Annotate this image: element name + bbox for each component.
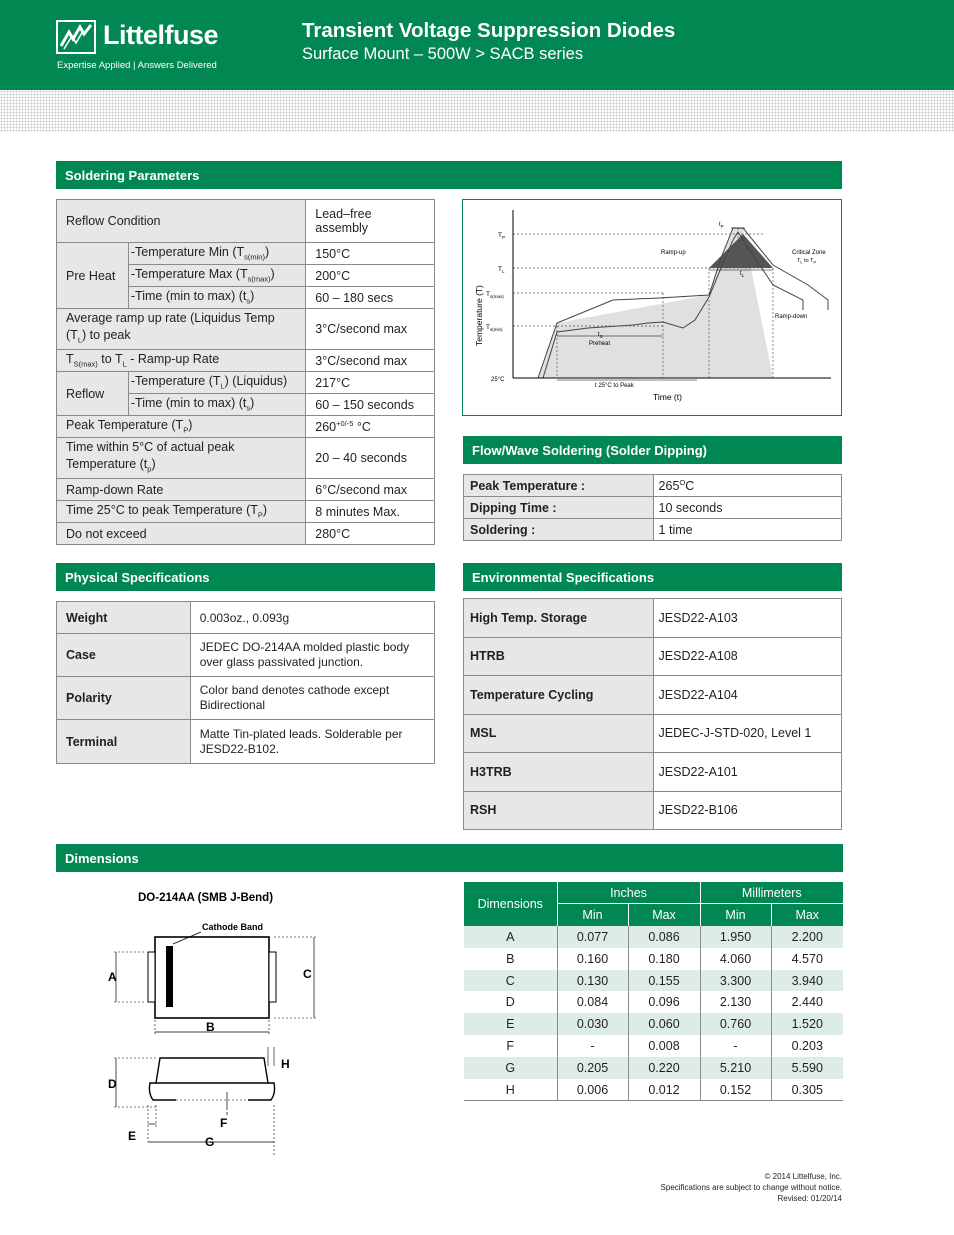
dimensions-table [464, 882, 843, 1101]
section-soldering-parameters: Soldering Parameters [56, 161, 842, 189]
in-max-cell: 0.008 [628, 1035, 700, 1057]
logo-wordmark: Littelfuse [103, 20, 219, 50]
peak-temp-value: $260^{+0/-5}$ °C [306, 416, 435, 438]
flow-soldering-label: Soldering : [464, 519, 654, 541]
page-footer [661, 1171, 842, 1204]
dim-label-e: E [128, 1129, 137, 1143]
copyright: © 2014 Littelfuse, Inc. [764, 1172, 842, 1181]
table-row [464, 926, 843, 948]
section-physical-specs: Physical Specifications [56, 563, 435, 591]
reflow-condition-value: Lead–free assembly [306, 200, 435, 243]
preheat-temp-min-label: -Temperature Min $(T_{s(min)})$ [128, 243, 305, 265]
weight-label: Weight [57, 602, 191, 634]
x-axis-label: Time (t) [653, 392, 682, 402]
in-min-cell: 0.077 [557, 926, 628, 948]
cathode-band-label: Cathode Band [202, 922, 264, 932]
t25-label: 25°C [491, 377, 505, 383]
dim-cell: G [464, 1057, 557, 1079]
in-min-cell: 0.205 [557, 1057, 628, 1079]
preheat-temp-min-value: 150°C [306, 243, 435, 265]
table-row [464, 991, 843, 1013]
section-flow-wave: Flow/Wave Soldering (Solder Dipping) [463, 436, 842, 464]
flow-table [463, 474, 842, 541]
mm-min-cell: 1.950 [700, 926, 771, 948]
tsmin-label: $T_{s(min)}$ [486, 324, 503, 332]
polarity-label: Polarity [57, 677, 191, 720]
env-row-label: MSL [464, 714, 654, 753]
reflow-time-label: -Time (min to max) $(t_s)$ [128, 394, 305, 416]
table-row [464, 948, 843, 970]
page-title: Transient Voltage Suppression Diodes [302, 19, 676, 42]
tagline: Expertise Applied | Answers Delivered [57, 60, 217, 71]
mm-min-header: Min [700, 904, 771, 926]
littelfuse-logo-icon [56, 20, 96, 54]
env-row-value: JESD22-B106 [653, 791, 841, 830]
inches-max-header: Max [628, 904, 700, 926]
y-axis-label: Temperature (T) [474, 285, 484, 346]
time25-label: Time 25°C to peak Temperature $(T_P)$ [57, 501, 306, 523]
preheat-temp-max-label: -Temperature Max $(T_{s(max)})$ [128, 265, 305, 287]
env-row-label: HTRB [464, 637, 654, 676]
env-row-value: JESD22-A103 [653, 599, 841, 638]
side-lead-left [149, 1083, 176, 1100]
mm-min-cell: 3.300 [700, 970, 771, 992]
dim-cell: A [464, 926, 557, 948]
env-row-label: Temperature Cycling [464, 676, 654, 715]
in-max-cell: 0.086 [628, 926, 700, 948]
mm-max-cell: 2.440 [791, 995, 823, 1010]
reflow-temp-value: 217°C [306, 372, 435, 394]
mm-max-cell: 5.590 [771, 1057, 843, 1079]
to-peak-label: t 25°C to Peak [595, 383, 634, 389]
in-max-cell: 0.012 [628, 1079, 700, 1101]
terminal-value: Matte Tin-plated leads. Solderable per JESD22-B102. [190, 720, 434, 764]
env-row-value: JEDEC-J-STD-020, Level 1 [653, 714, 841, 753]
disclaimer: Specifications are subject to change without notice. [660, 1183, 842, 1192]
in-min-cell: 0.160 [557, 948, 628, 970]
dim-cell: C [464, 970, 557, 992]
dim-cell: B [464, 948, 557, 970]
reflow-time-value: 60 – 150 seconds [306, 394, 435, 416]
table-row [464, 1079, 843, 1101]
in-max-cell: 0.155 [628, 970, 700, 992]
ts-ramp-label: $T_{S(max)}$ to $T_L$ - Ramp-up Rate [57, 350, 306, 372]
ts-time-label: $t_S$ [598, 332, 603, 339]
in-min-cell: 0.084 [557, 991, 628, 1013]
env-row-value: JESD22-A101 [653, 753, 841, 792]
mm-min-cell: 5.210 [700, 1057, 771, 1079]
dim-cell: F [464, 1035, 557, 1057]
table-row [464, 1013, 843, 1035]
inches-min-header: Min [557, 904, 628, 926]
package-title: DO-214AA (SMB J-Bend) [138, 892, 274, 904]
rampup-label: Ramp-up [661, 250, 686, 256]
dim-label-c: C [303, 967, 312, 981]
flow-dipping-value: 10 seconds [653, 497, 841, 519]
tp-label: $T_P$ [498, 232, 505, 240]
preheat-time-value: 60 – 180 secs [306, 287, 435, 309]
package-drawing [56, 880, 456, 1170]
mm-min-cell: 0.152 [700, 1079, 771, 1101]
flow-peak-label: Peak Temperature : [464, 475, 654, 497]
env-row-label: RSH [464, 791, 654, 830]
tsmax-label: $T_{s(max)}$ [486, 291, 504, 299]
in-max-cell: 0.096 [628, 991, 700, 1013]
section-environmental-specs: Environmental Specifications [463, 563, 842, 591]
preheat-time-label: -Time (min to max) $(t_s)$ [128, 287, 305, 309]
mm-max-cell: 2.200 [771, 926, 843, 948]
env-row-label: High Temp. Storage [464, 599, 654, 638]
section-dimensions: Dimensions [56, 844, 843, 872]
dim-cell: H [464, 1079, 557, 1101]
revision-date: Revised: 01/20/14 [777, 1194, 842, 1203]
soldering-table [56, 199, 435, 545]
in-min-cell: 0.130 [557, 970, 628, 992]
case-value: JEDEC DO-214AA molded plastic body over glass passivated junction. [190, 634, 434, 677]
environmental-table [463, 598, 842, 830]
dim-header: Dimensions [464, 882, 557, 926]
preheat-chart-label: Preheat [589, 341, 611, 347]
rampdown-label: Ramp-down Rate [57, 479, 306, 501]
env-row-value: JESD22-A104 [653, 676, 841, 715]
cathode-band [166, 946, 173, 1007]
mm-min-cell: 0.760 [700, 1013, 771, 1035]
reflow-condition-label: Reflow Condition [57, 200, 306, 243]
rampdown-value: 6°C/second max [306, 479, 435, 501]
table-row [464, 1035, 843, 1057]
preheat-label: Pre Heat [57, 243, 129, 309]
mm-max-cell: 0.305 [791, 1082, 823, 1097]
in-min-cell: - [557, 1035, 628, 1057]
mm-max-header: Max [771, 904, 843, 926]
critical-zone-fill [709, 234, 773, 268]
preheat-temp-max-value: 200°C [306, 265, 435, 287]
time-within-value: 20 – 40 seconds [306, 438, 435, 479]
rampdown-chart-label: Ramp-down [775, 314, 808, 320]
dim-label-f: F [220, 1116, 228, 1130]
package-side-body [156, 1058, 268, 1083]
dim-cell: E [464, 1013, 557, 1035]
in-max-cell: 0.180 [628, 948, 700, 970]
millimeters-header: Millimeters [700, 882, 843, 904]
env-row-value: JESD22-A108 [653, 637, 841, 676]
tl-time-label: $t_L$ [740, 271, 745, 278]
inches-header: Inches [557, 882, 700, 904]
physical-table [56, 601, 435, 764]
flow-dipping-label: Dipping Time : [464, 497, 654, 519]
critical-zone-label-b: $T_L$ to $T_P$ [797, 258, 817, 265]
dim-cell: D [464, 991, 557, 1013]
not-exceed-value: 280°C [306, 523, 435, 545]
avg-ramp-value: 3°C/second max [306, 309, 435, 350]
lead-right [269, 952, 276, 1002]
case-label: Case [57, 634, 191, 677]
side-lead-right [248, 1083, 275, 1100]
flow-peak-value: $265^OC$ [653, 475, 841, 497]
in-max-cell: 0.220 [628, 1057, 700, 1079]
tl-label: $T_L$ [498, 266, 505, 274]
mm-min-cell: 2.130 [700, 991, 771, 1013]
mm-max-cell: 3.940 [771, 970, 843, 992]
not-exceed-label: Do not exceed [57, 523, 306, 545]
dim-label-b: B [206, 1020, 215, 1034]
ts-ramp-value: 3°C/second max [306, 350, 435, 372]
mm-max-cell: 4.570 [791, 951, 823, 966]
flow-soldering-value: 1 time [653, 519, 841, 541]
dim-label-h: H [281, 1057, 290, 1071]
terminal-label: Terminal [57, 720, 191, 764]
weight-value: 0.003oz., 0.093g [190, 602, 434, 634]
table-row [464, 1057, 843, 1079]
time-within-label: Time within 5°C of actual peak Temperature $(t_p)$ [57, 438, 306, 479]
table-row [464, 970, 843, 992]
dotted-banner [0, 90, 954, 132]
critical-zone-label-a: Critical Zone [792, 250, 826, 256]
page-subtitle: Surface Mount – 500W > SACB series [302, 45, 584, 63]
mm-min-cell: 4.060 [700, 948, 771, 970]
in-max-cell: 0.060 [628, 1013, 700, 1035]
dim-label-a: A [108, 970, 117, 984]
lead-left [148, 952, 155, 1002]
dim-label-g: G [205, 1135, 215, 1149]
reflow-temp-label: -Temperature $(T_L)$ (Liquidus) [128, 372, 305, 394]
polarity-value: Color band denotes cathode except Bidirectional [190, 677, 434, 720]
avg-ramp-label: Average ramp up rate (Liquidus Temp $(T_L)$ to peak [57, 309, 306, 350]
mm-min-cell: - [700, 1035, 771, 1057]
mm-max-cell: 1.520 [771, 1013, 843, 1035]
in-min-cell: 0.006 [557, 1079, 628, 1101]
mm-max-cell: 0.203 [791, 1039, 823, 1054]
page-header [0, 0, 954, 90]
in-min-cell: 0.030 [557, 1013, 628, 1035]
dim-label-d: D [108, 1077, 117, 1091]
time25-value: 8 minutes Max. [306, 501, 435, 523]
env-row-label: H3TRB [464, 753, 654, 792]
reflow-profile-chart [462, 199, 842, 416]
tp-time-label: $t_P$ [719, 222, 724, 229]
peak-temp-label: Peak Temperature $(T_P)$ [57, 416, 306, 438]
reflow-label: Reflow [57, 372, 129, 416]
